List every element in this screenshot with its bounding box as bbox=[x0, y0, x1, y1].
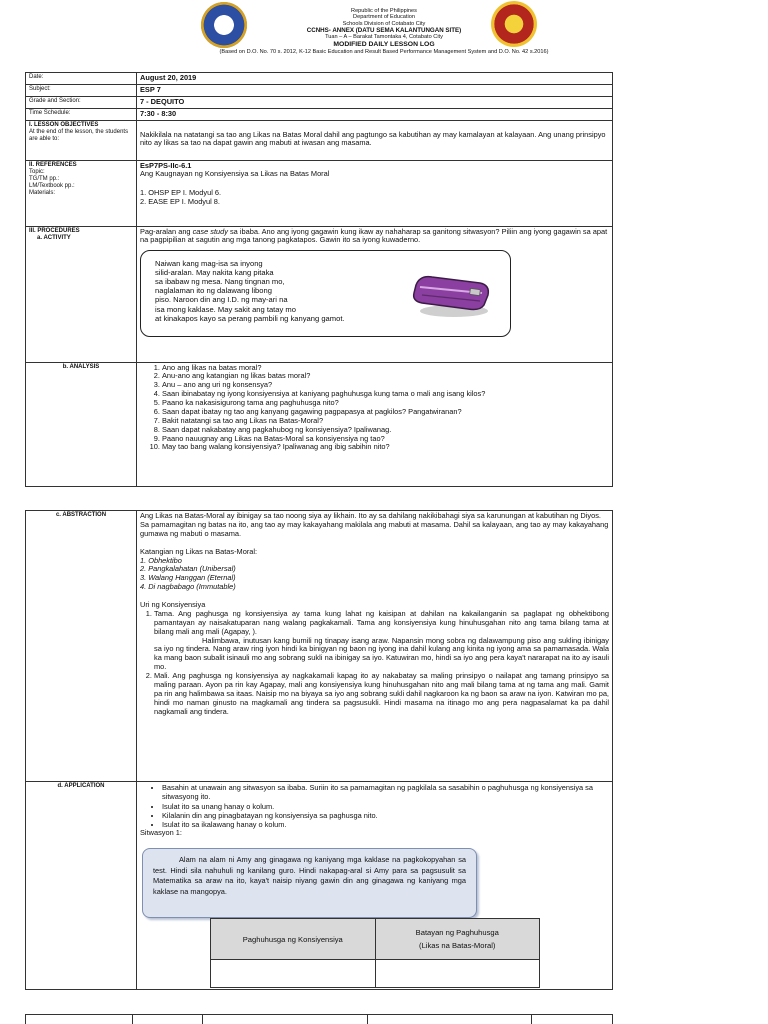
situation-text: Alam na alam ni Amy ang ginagawa ng kaniyang mga kaklase na pagkokopyahan sa test. Hindi sila nahuhuli ng kanilang guro. Hindi nakapag-aral si Amy para sa pagsusulit sa Matematika sa araw na ito, kaya't naisip niyang gawin din ang ginagawa ng kaniyang mga kaklase na mangopya. bbox=[153, 855, 466, 897]
header-address: Tuan – A – Barakat Tamontaka 4, Cotabato City bbox=[325, 34, 443, 41]
list-item: 8. Saan dapat nakabatay ang pagkahubog ng konsiyensiya? Ipaliwanag. bbox=[162, 426, 609, 435]
material-item: 2. EASE EP I. Modyul 8. bbox=[140, 197, 220, 207]
objectives-label: I. LESSON OBJECTIVES bbox=[29, 121, 99, 128]
answer-cell-paghuhusga[interactable] bbox=[211, 960, 376, 988]
katangian-item: 2. Pangkalahatan (Unibersal) bbox=[140, 564, 236, 574]
references-label: II. REFERENCES bbox=[29, 161, 77, 168]
analysis-label: b. ANALYSIS bbox=[62, 363, 100, 370]
tg-label: TG/TM pp.: bbox=[29, 175, 60, 182]
next-page-cell bbox=[532, 1015, 613, 1024]
procedures-label-cell bbox=[26, 226, 137, 362]
application-label-cell bbox=[26, 782, 137, 990]
list-item: • Kilalanin din ang pinagbatayan ng konsiyensiya sa paghusga nito. bbox=[162, 811, 609, 820]
case-study-text bbox=[155, 259, 385, 323]
column-header-paghuhusga: Paghuhusga ng Konsiyensiya bbox=[211, 919, 376, 960]
uri-tama-text: 1. Tama. Ang paghusga ng konsiyensiya ay tama kung lahat ng kaisipan at dahilan na kakailanganin sa paglapat ng obhektibong pamantayan ay naisakatuparan nang walang pagkakamali. Tama ang konsiyensiya kung hinuhusgahan nito ang tama bilang tama at bilang mali ang mali (Agapay, ). bbox=[154, 608, 609, 636]
case-line: isa mong kaklase. May sakit ang tatay mo bbox=[155, 304, 296, 314]
analysis-label-cell bbox=[26, 362, 137, 486]
list-item: • Basahin at unawain ang sitwasyon sa ibaba. Suriin ito sa pamamagitan ng pagkilala sa sasabihin o paghuhusga ng konsiyensiya sa sitwasyong ito. bbox=[162, 783, 609, 802]
case-line: naglalaman ito ng dalawang libong bbox=[155, 286, 272, 296]
header-department: Department of Education bbox=[353, 14, 415, 21]
answer-cell-batayan[interactable] bbox=[375, 960, 540, 988]
case-line: sa ibabaw ng mesa. Nang tingnan mo, bbox=[155, 277, 285, 287]
subject-value: ESP 7 bbox=[137, 84, 613, 96]
katangian-title: Katangian ng Likas na Batas-Moral: bbox=[140, 546, 258, 556]
grade-value: 7 - DEQUITO bbox=[137, 96, 613, 108]
next-page-table bbox=[25, 1014, 613, 1024]
uri-title: Uri ng Konsiyensiya bbox=[140, 600, 206, 609]
next-page-cell bbox=[26, 1015, 133, 1024]
analysis-questions bbox=[140, 364, 609, 453]
references-label-cell bbox=[26, 160, 137, 226]
next-page-cell bbox=[133, 1015, 203, 1024]
lm-label: LM/Textbook pp.: bbox=[29, 183, 75, 190]
document-header bbox=[0, 8, 768, 55]
case-line: at kinakapos kayo sa perang pambili ng kanyang gamot. bbox=[155, 313, 345, 323]
list-item: • Isulat ito sa ikalawang hanay o kolum. bbox=[162, 820, 609, 829]
next-page-cell bbox=[203, 1015, 368, 1024]
grade-label: Grade and Section: bbox=[26, 96, 137, 108]
procedures-label: III. PROCEDURES bbox=[29, 227, 80, 234]
materials-label: Materials: bbox=[29, 190, 56, 197]
abstraction-cell bbox=[137, 511, 613, 782]
date-label: Date: bbox=[26, 73, 137, 85]
objectives-sublabel: At the end of the lesson, the students are able to: bbox=[29, 128, 129, 142]
objectives-text: Nakikilala na natatangi sa tao ang Likas na Batas Moral dahil ang pagtungo sa kabutihan ay may kamalayan at kalayaan. Ang unang prinsipyo nito ay likas sa tao na dapat gawin ang mabuti at iwasan ang masama. bbox=[140, 129, 606, 148]
time-value: 7:30 - 8:30 bbox=[137, 108, 613, 120]
case-line: Naiwan kang mag-isa sa inyong bbox=[155, 259, 263, 268]
list-item: 5. Paano ka nakasisigurong tama ang paghuhusga nito? bbox=[162, 399, 609, 408]
activity-label: a. ACTIVITY bbox=[37, 234, 71, 241]
katangian-item: 3. Walang Hanggan (Eternal) bbox=[140, 573, 236, 583]
list-item: 2. Anu-ano ang katangian ng likas batas moral? bbox=[162, 372, 609, 381]
case-line: piso. Naroon din ang I.D. ng may-ari na bbox=[155, 295, 288, 305]
reference-topic: Ang Kaugnayan ng Konsiyensiya sa Likas na Batas Moral bbox=[140, 169, 330, 179]
uri-tama-example: Halimbawa, inutusan kang bumili ng tinapay isang araw. Napansin mong sobra ng dalawampung piso ang sukling ibinigay sa iyo ng tindera. Nang araw ring iyon hindi ka binigyan ng baon ng iyong ina dahil kulang ang kinita ng iyong ama sa pamamasada. Wala ka mang baon subalit isinauli mo ang sobrang sukli na ibinigay sa iyo. Katuwiran mo, hindi sa iyo ang pera kaya't nararapat na ito ay isauli mo. bbox=[154, 635, 609, 672]
abstraction-label-cell bbox=[26, 511, 137, 782]
uri-list bbox=[140, 610, 609, 717]
abstraction-intro: Ang Likas na Batas-Moral ay ibinigay sa tao noong siya ay likhain. Ito ay sa dahilang nakikibahagi siya sa karunungan at kabutihan ng Diyos. Sa pamamagitan ng batas na ito, ang tao ay may kakayahang makilala ang mabuti at masama. Dahil sa kalayaan, ang tao ay may kakayahang gumawa ng mabuti o masama. bbox=[140, 511, 609, 538]
list-item: 6. Saan dapat ibatay ng tao ang kanyang gagawing pagpapasya at pagkilos? Pangatwiranan? bbox=[162, 408, 609, 417]
date-value: August 20, 2019 bbox=[137, 73, 613, 85]
analysis-cell bbox=[137, 362, 613, 486]
topic-label: Topic: bbox=[29, 168, 45, 175]
situation-box bbox=[142, 848, 477, 918]
activity-instructions: Pag-aralan ang case study sa ibaba. Ano ang iyong gagawin kung ikaw ay nahaharap sa ganitong sitwasyon? Piliin ang iyong gagawin sa apat na pagpipilian at sagutin ang mga tanong pagkatapos. Gawin ito sa iyong kuwaderno. bbox=[140, 226, 608, 245]
case-study-box bbox=[140, 250, 511, 337]
worksheet-table bbox=[210, 918, 540, 988]
list-item bbox=[154, 610, 609, 672]
application-instructions bbox=[140, 783, 609, 829]
list-item: 3. Anu – ano ang uri ng konsensya? bbox=[162, 381, 609, 390]
katangian-item: 1. Obhektibo bbox=[140, 555, 182, 565]
document-title: MODIFIED DAILY LESSON LOG bbox=[333, 40, 435, 48]
abstraction-label: c. ABSTRACTION bbox=[55, 512, 107, 518]
katangian-item: 4. Di nagbabago (Immutable) bbox=[140, 582, 236, 592]
uri-mali-text: 2. Mali. Ang paghusga ng konsiyensiya ay nagkakamali kapag ito ay nakabatay sa maling prinsipyo o nailapat ang tamang prinsipyo sa maling paraan. Ayon pa rin kay Agapay, mali ang konsiyensiya kung hinuhusgahan nito ang mali bilang tama at ng tama ang mali. Gamit pa rin ang halimbawa sa itaas. Naisip mo na biyaya sa iyo ang sobrang sukli dahil nagkaroon ka ng baon sa araw na iyon. Katwiran mo pa, hindi mo naman ginusto na magkamali ang tindera sa pagsusukli. Hindi masama na itinago mo ang pera nagpasalamat ka pa dahil nagkamali ang tindera. bbox=[154, 671, 609, 716]
header-republic: Republic of the Philippines bbox=[351, 8, 417, 14]
objectives-cell bbox=[137, 120, 613, 160]
material-item: 1. OHSP EP I. Modyul 6. bbox=[140, 188, 222, 198]
subject-label: Subject: bbox=[26, 84, 137, 96]
objectives-label-cell bbox=[26, 120, 137, 160]
list-item: 4. Saan ibinabatay ng iyong konsiyensiya at kaniyang paghuhusga kung tama o mali ang isang kilos? bbox=[162, 390, 609, 399]
list-item bbox=[154, 672, 609, 716]
header-school: CCNHS- ANNEX (DATU SEMA KALANTUNGAN SITE) bbox=[306, 27, 462, 35]
header-division: Schools Division of Cotabato City bbox=[342, 20, 426, 27]
time-label: Time Schedule: bbox=[26, 108, 137, 120]
wallet-image bbox=[410, 261, 494, 321]
list-item: 7. Bakit natatangi sa tao ang Likas na Batas-Moral? bbox=[162, 417, 609, 426]
header-basis: (Based on D.O. No. 70 s. 2012, K-12 Basic Education and Result Based Performance Management System and D.O. No. 42 s.2016) bbox=[219, 48, 549, 55]
next-page-cell bbox=[368, 1015, 532, 1024]
case-line: silid-aralan. May nakita kang pitaka bbox=[155, 268, 274, 278]
column-header-batayan: Batayan ng Paghuhusga (Likas na Batas-Moral) bbox=[375, 919, 540, 960]
list-item: 10. May tao bang walang konsiyensiya? Ipaliwanag ang ibig sabihin nito? bbox=[162, 443, 609, 452]
list-item: 1. Ano ang likas na batas moral? bbox=[162, 364, 609, 373]
list-item: • Isulat ito sa unang hanay o kolum. bbox=[162, 802, 609, 811]
references-cell bbox=[137, 160, 613, 226]
competency-code: EsP7PS-IIc-6.1 bbox=[140, 160, 192, 170]
situation-label: Sitwasyon 1: bbox=[140, 828, 182, 838]
list-item: 9. Paano nauugnay ang Likas na Batas-Moral sa konsiyensiya ng tao? bbox=[162, 435, 609, 444]
application-label: d. APPLICATION bbox=[57, 783, 105, 789]
